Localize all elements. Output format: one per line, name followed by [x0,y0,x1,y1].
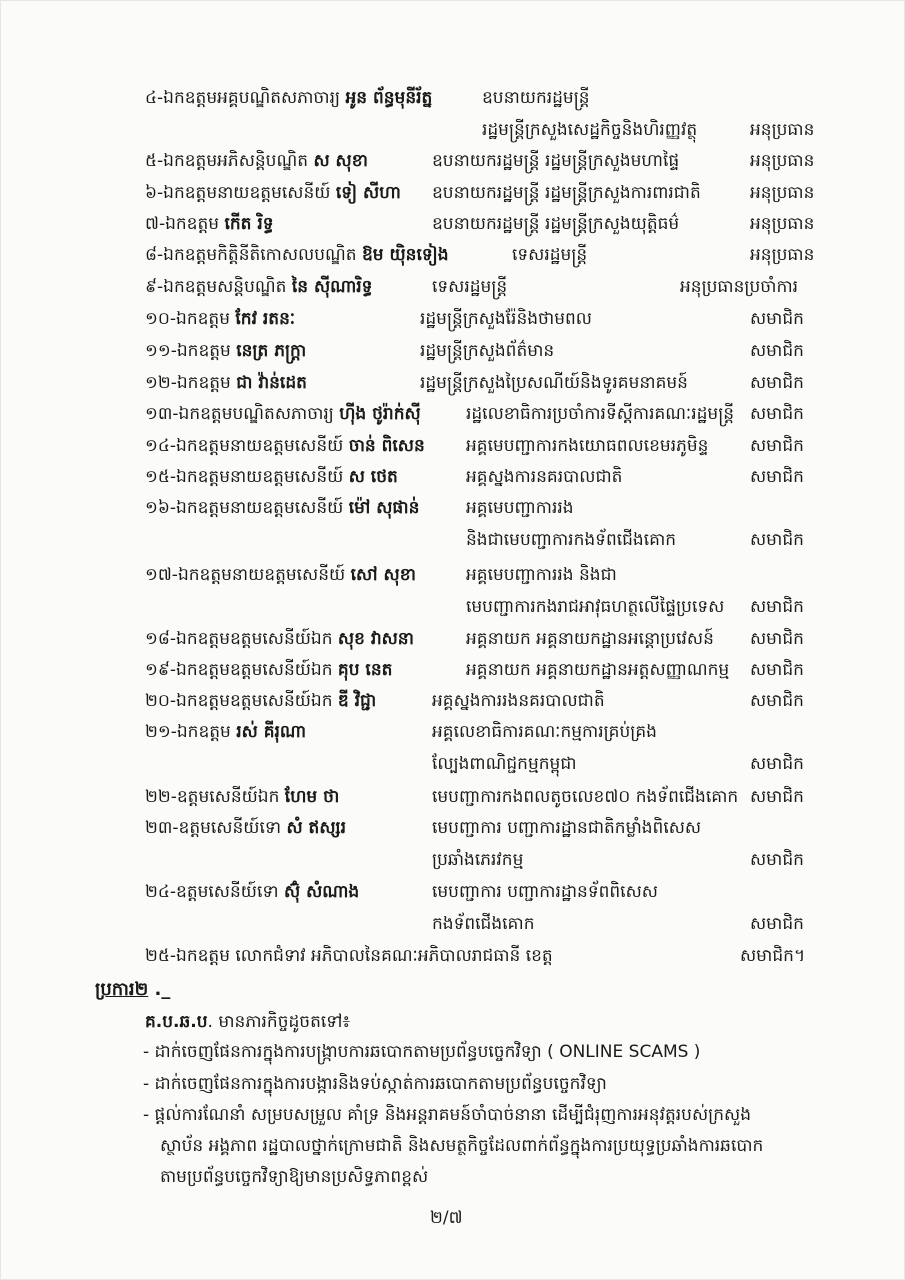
member-role: សមាជិក [750,341,804,361]
member-role: អនុប្រធាន [750,245,815,265]
list-item [145,563,416,587]
list-item [145,627,414,651]
member-role: សមាជិក [750,436,804,456]
member-title: ១៥-ឯកឧត្តមនាយឧត្តមសេនីយ៍ [145,467,349,487]
member-role: សមាជិក [750,309,804,329]
list-item [145,880,359,904]
member-role: សមាជិក [750,530,804,550]
member-position: រដ្ឋមន្ត្រីក្រសួងសេដ្ឋកិច្ចនិងហិរញ្ញវត្ថុ [482,120,698,140]
member-name: សុខ វាសនា [337,629,414,649]
list-item [145,689,376,713]
member-role: សមាជិក [750,691,804,711]
member-role: សមាជិក។ [740,946,806,966]
member-position: អគ្គនាយក អគ្គនាយកដ្ឋានអត្តសញ្ញាណកម្ម [466,660,730,680]
list-item-continuation: ស្ថាប័ន អង្គភាព រដ្ឋបាលថ្នាក់ក្រោមជាតិ និងសមត្ថកិច្ចដែលពាក់ព័ន្ធក្នុងការប្រយុទ្ធប្រឆាំងការឆបោក [160,1136,764,1156]
member-role: សមាជិក [750,597,804,617]
list-item [145,402,421,426]
page-number: ២/៧ [430,1208,463,1228]
list-item [145,944,553,968]
list-item [145,658,392,682]
member-role: អនុប្រធាន [750,214,815,234]
committee-abbreviation: គ.ប.ឆ.ប [145,1012,208,1032]
member-name: ស៊ុំ សំណាង [283,882,360,902]
member-position: និងជាមេបញ្ជាការកងទ័ពជើងគោក [466,530,677,550]
member-position: អគ្គលេខាធិការគណៈកម្មការគ្រប់គ្រង [432,722,657,742]
member-name: សំ ឥស្សរ [286,818,346,838]
list-item [145,720,306,744]
member-role: អនុប្រធាន [750,151,815,171]
member-position: ឧបនាយករដ្ឋមន្ត្រី រដ្ឋមន្ត្រីក្រសួងការពារជាតិ [432,183,701,203]
list-item: - ផ្ដល់ការណែនាំ សម្របសម្រួល គាំទ្រ និងអន្តរាគមន៍ចាំបាច់នានា ដើម្បីជំរុញការអនុវត្តរបស់ក្រសួង [143,1105,751,1125]
member-title: ២២-ឧត្តមសេនីយ៍ឯក [145,787,285,807]
list-item [145,275,372,299]
member-title: ២០-ឯកឧត្តមឧត្តមសេនីយ៍ឯក [145,691,338,711]
list-item [145,307,295,331]
member-role: អនុប្រធានប្រចាំការ [680,277,799,297]
member-name: ទៀ សីហា [335,183,401,203]
member-title: ២៥-ឯកឧត្តម លោកជំទាវ អភិបាលនៃគណៈអភិបាលរាជធានី ខេត្ត [145,946,553,966]
member-title: ២៣-ឧត្តមសេនីយ៍ទោ [145,818,287,838]
member-position: រដ្ឋមន្ត្រីក្រសួងព័ត៌មាន [420,341,555,361]
member-name: អូន ព័ន្ធមុនីរ័ត្ន [345,88,433,108]
member-position: រដ្ឋមន្ត្រីក្រសួងរ៉ែនិងថាមពល [420,309,592,329]
list-item: - ដាក់ចេញផែនការក្នុងការបង្ការនិងទប់ស្កាត់ការឆបោកតាមប្រព័ន្ធបច្ចេកវិទ្យា [143,1074,607,1094]
member-title: ៦-ឯកឧត្តមនាយឧត្តមសេនីយ៍ [145,183,336,203]
member-role: សមាជិក [750,787,804,807]
duties-intro [145,1010,350,1034]
member-name: ឱម យ៉ិនទៀង [361,245,449,265]
member-title: ៧-ឯកឧត្តម [145,214,225,234]
member-title: ១១-ឯកឧត្តម [145,341,237,361]
list-item [145,816,346,840]
member-name: ជា វ៉ាន់ដេត [236,373,307,393]
member-role: សមាជិក [750,404,804,424]
member-title: ៩-ឯកឧត្តមសន្តិបណ្ឌិត [145,277,292,297]
list-item [145,212,274,236]
member-position: រដ្ឋមន្ត្រីក្រសួងប្រៃសណីយ៍និងទូរគមនាគមន៍ [420,373,688,393]
member-position: អគ្គនាយក អគ្គនាយកដ្ឋានអន្តោប្រវេសន៍ [466,629,714,649]
member-role: អនុប្រធាន [750,120,815,140]
member-title: ១៦-ឯកឧត្តមនាយឧត្តមសេនីយ៍ [145,498,349,518]
member-position: អគ្គស្នងការរងនគរបាលជាតិ [432,691,605,711]
list-item [145,371,307,395]
list-item [145,149,368,173]
list-item-continuation: តាមប្រព័ន្ធបច្ចេកវិទ្យាឱ្យមានប្រសិទ្ធភាពខ្ពស់ [160,1167,429,1187]
member-role: សមាជិក [750,373,804,393]
member-name: ហែម ថា [284,787,340,807]
member-name: ចាន់ ពិសេន [348,436,425,456]
member-name: កើត រិទ្ធ [224,214,274,234]
list-item [145,86,432,110]
member-position: ទេសរដ្ឋមន្ត្រី [512,245,588,265]
member-position: មេបញ្ជាការ បញ្ជាការដ្ឋានជាតិកម្លាំងពិសេស [432,818,702,838]
member-position: ឧបនាយករដ្ឋមន្ត្រី រដ្ឋមន្ត្រីក្រសួងយុត្តិធម៌ [432,214,680,234]
list-item [145,496,419,520]
member-role: សមាជិក [750,660,804,680]
member-position: អគ្គមេបញ្ជាការកងយោធពលខេមរភូមិន្ទ [466,436,709,456]
member-role: អនុប្រធាន [750,183,815,203]
member-title: ២១-ឯកឧត្តម [145,722,237,742]
member-name: ស ថេត [348,467,398,487]
member-position: ឧបនាយករដ្ឋមន្ត្រី [482,88,590,108]
article-heading [95,978,170,1002]
member-name: គុប នេត [337,660,393,680]
list-item [145,785,339,809]
member-role: សមាជិក [750,629,804,649]
member-title: ១៨-ឯកឧត្តមឧត្តមសេនីយ៍ឯក [145,629,338,649]
member-position: រដ្ឋលេខាធិការប្រចាំការទីស្ដីការគណៈរដ្ឋមន្ត្រី [466,404,735,424]
list-item [145,339,306,363]
member-title: ១៧-ឯកឧត្តមនាយឧត្តមសេនីយ៍ [145,565,351,585]
member-title: ១០-ឯកឧត្តម [145,309,236,329]
member-name: ម៉ៅ សុផាន់ [348,498,420,518]
member-position: មេបញ្ជាការ បញ្ជាការដ្ឋានទ័ពពិសេស [432,882,658,902]
member-role: សមាជិក [750,754,804,774]
member-position: មេបញ្ជាការកងរាជអាវុធហត្ថលើផ្ទៃប្រទេស [466,597,725,617]
member-position: អគ្គស្នងការនគរបាលជាតិ [466,467,623,487]
member-name: រស់ គីរុណា [236,722,307,742]
member-position: ប្រឆាំងភេរវកម្ម [432,850,524,870]
member-title: ១៤-ឯកឧត្តមនាយឧត្តមសេនីយ៍ [145,436,349,456]
list-item [145,465,398,489]
list-item [145,243,449,267]
list-item [145,434,425,458]
intro-text: . មានភារកិច្ចដូចតទៅ៖ [207,1012,350,1032]
member-position: មេបញ្ជាការកងពលតូចលេខ៧០ កងទ័ពជើងគោក [432,787,739,807]
article-suffix: ._ [148,979,171,1000]
member-name: ហ៊ីង ថូរ៉ាក់ស៊ី [339,404,421,424]
member-title: ៨-ឯកឧត្តមកិត្តិនីតិកោសលបណ្ឌិត [145,245,362,265]
list-item: - ដាក់ចេញផែនការក្នុងការបង្រ្កាបការឆបោកតាមប្រព័ន្ធបច្ចេកវិទ្យា ( ONLINE SCAMS ) [143,1042,701,1062]
member-title: ៤-ឯកឧត្តមអគ្គបណ្ឌិតសភាចារ្យ [145,88,346,108]
member-title: ២៤-ឧត្តមសេនីយ៍ទោ [145,882,284,902]
member-name: នេត្រ ភក្ត្រា [236,341,307,361]
member-name: កែវ រតនៈ [235,309,296,329]
member-role: សមាជិក [750,467,804,487]
member-name: សៅ សុខា [350,565,416,585]
member-title: ១៩-ឯកឧត្តមឧត្តមសេនីយ៍ឯក [145,660,338,680]
member-name: នៃ ស៊ីណារិទ្ធ [291,277,373,297]
member-title: ៥-ឯកឧត្តមអភិសន្តិបណ្ឌិត [145,151,314,171]
member-position: ទេសរដ្ឋមន្ត្រី [432,277,508,297]
member-name: ឌី វិជ្ជា [337,691,377,711]
member-position: អគ្គមេបញ្ជាការរង [466,498,574,518]
member-name: ស សុខា [313,151,368,171]
list-item [145,181,401,205]
member-position: អគ្គមេបញ្ជាការរង និងជា [466,565,617,585]
member-role: សមាជិក [750,850,804,870]
member-position: កងទ័ពជើងគោក [432,914,535,934]
member-title: ១៣-ឯកឧត្តមបណ្ឌិតសភាចារ្យ [145,404,340,424]
member-position: ឧបនាយករដ្ឋមន្ត្រី រដ្ឋមន្ត្រីក្រសួងមហាផ្ទៃ [432,151,680,171]
article-label: ប្រការ២ [95,979,149,1000]
member-role: សមាជិក [750,914,804,934]
member-position: ល្បែងពាណិជ្ជកម្មកម្ពុជា [432,754,577,774]
member-title: ១២-ឯកឧត្តម [145,373,237,393]
